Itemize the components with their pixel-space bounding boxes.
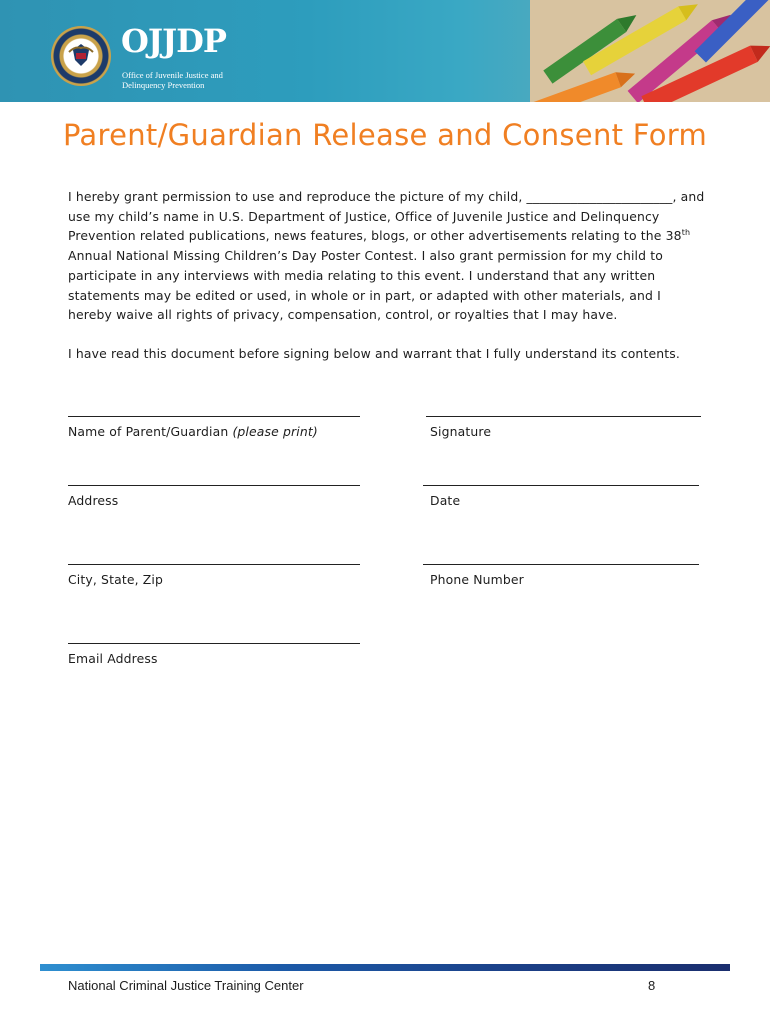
footer-bar — [40, 964, 730, 971]
date-field-label: Date — [430, 493, 461, 508]
name-field-label: Name of Parent/Guardian (please print) — [68, 424, 318, 439]
header-banner — [0, 0, 770, 102]
ojjdp-logo: OJJDP — [121, 22, 226, 60]
agency-name: Office of Juvenile Justice and Delinquency Prevention — [122, 70, 223, 90]
phone-field-label: Phone Number — [430, 572, 524, 587]
address-field-label: Address — [68, 493, 119, 508]
name-field-hint: (please print) — [232, 424, 318, 439]
crayons-image — [530, 0, 770, 102]
email-field-line[interactable] — [68, 643, 360, 644]
date-field-line[interactable] — [423, 485, 699, 486]
signature-field-line[interactable] — [426, 416, 701, 417]
city-field-line[interactable] — [68, 564, 360, 565]
footer-organization: National Criminal Justice Training Center — [68, 978, 304, 993]
page-number: 8 — [648, 978, 656, 993]
signature-field-label: Signature — [430, 424, 492, 439]
doj-seal-icon — [51, 26, 111, 86]
address-field-line[interactable] — [68, 485, 360, 486]
email-field-label: Email Address — [68, 651, 158, 666]
consent-paragraph — [68, 187, 708, 325]
ordinal-suffix: th — [681, 228, 691, 238]
consent-text-part2: Annual National Missing Children’s Day Poster Contest. I also grant permission for my child to participate in any interviews with media relating to this event. I understand that any written statements may be edited or used, in whole or in part, or adapted with other materials, and I hereby waive all rights of privacy, compensation, control, or royalties that I may have. — [68, 248, 663, 323]
acknowledgement-text: I have read this document before signing below and warrant that I fully understand its contents. — [68, 346, 680, 361]
name-field-line[interactable] — [68, 416, 360, 417]
page-title: Parent/Guardian Release and Consent Form — [62, 118, 708, 152]
phone-field-line[interactable] — [423, 564, 699, 565]
city-field-label: City, State, Zip — [68, 572, 164, 587]
consent-text-part1: I hereby grant permission to use and reproduce the picture of my child, _______________________, and use my child’s name in U.S. Department of Justice, Office of Juvenile Justice and Delinquency Prevention related publications, news features, blogs, or other advertisements relating to the 38 — [68, 189, 705, 244]
